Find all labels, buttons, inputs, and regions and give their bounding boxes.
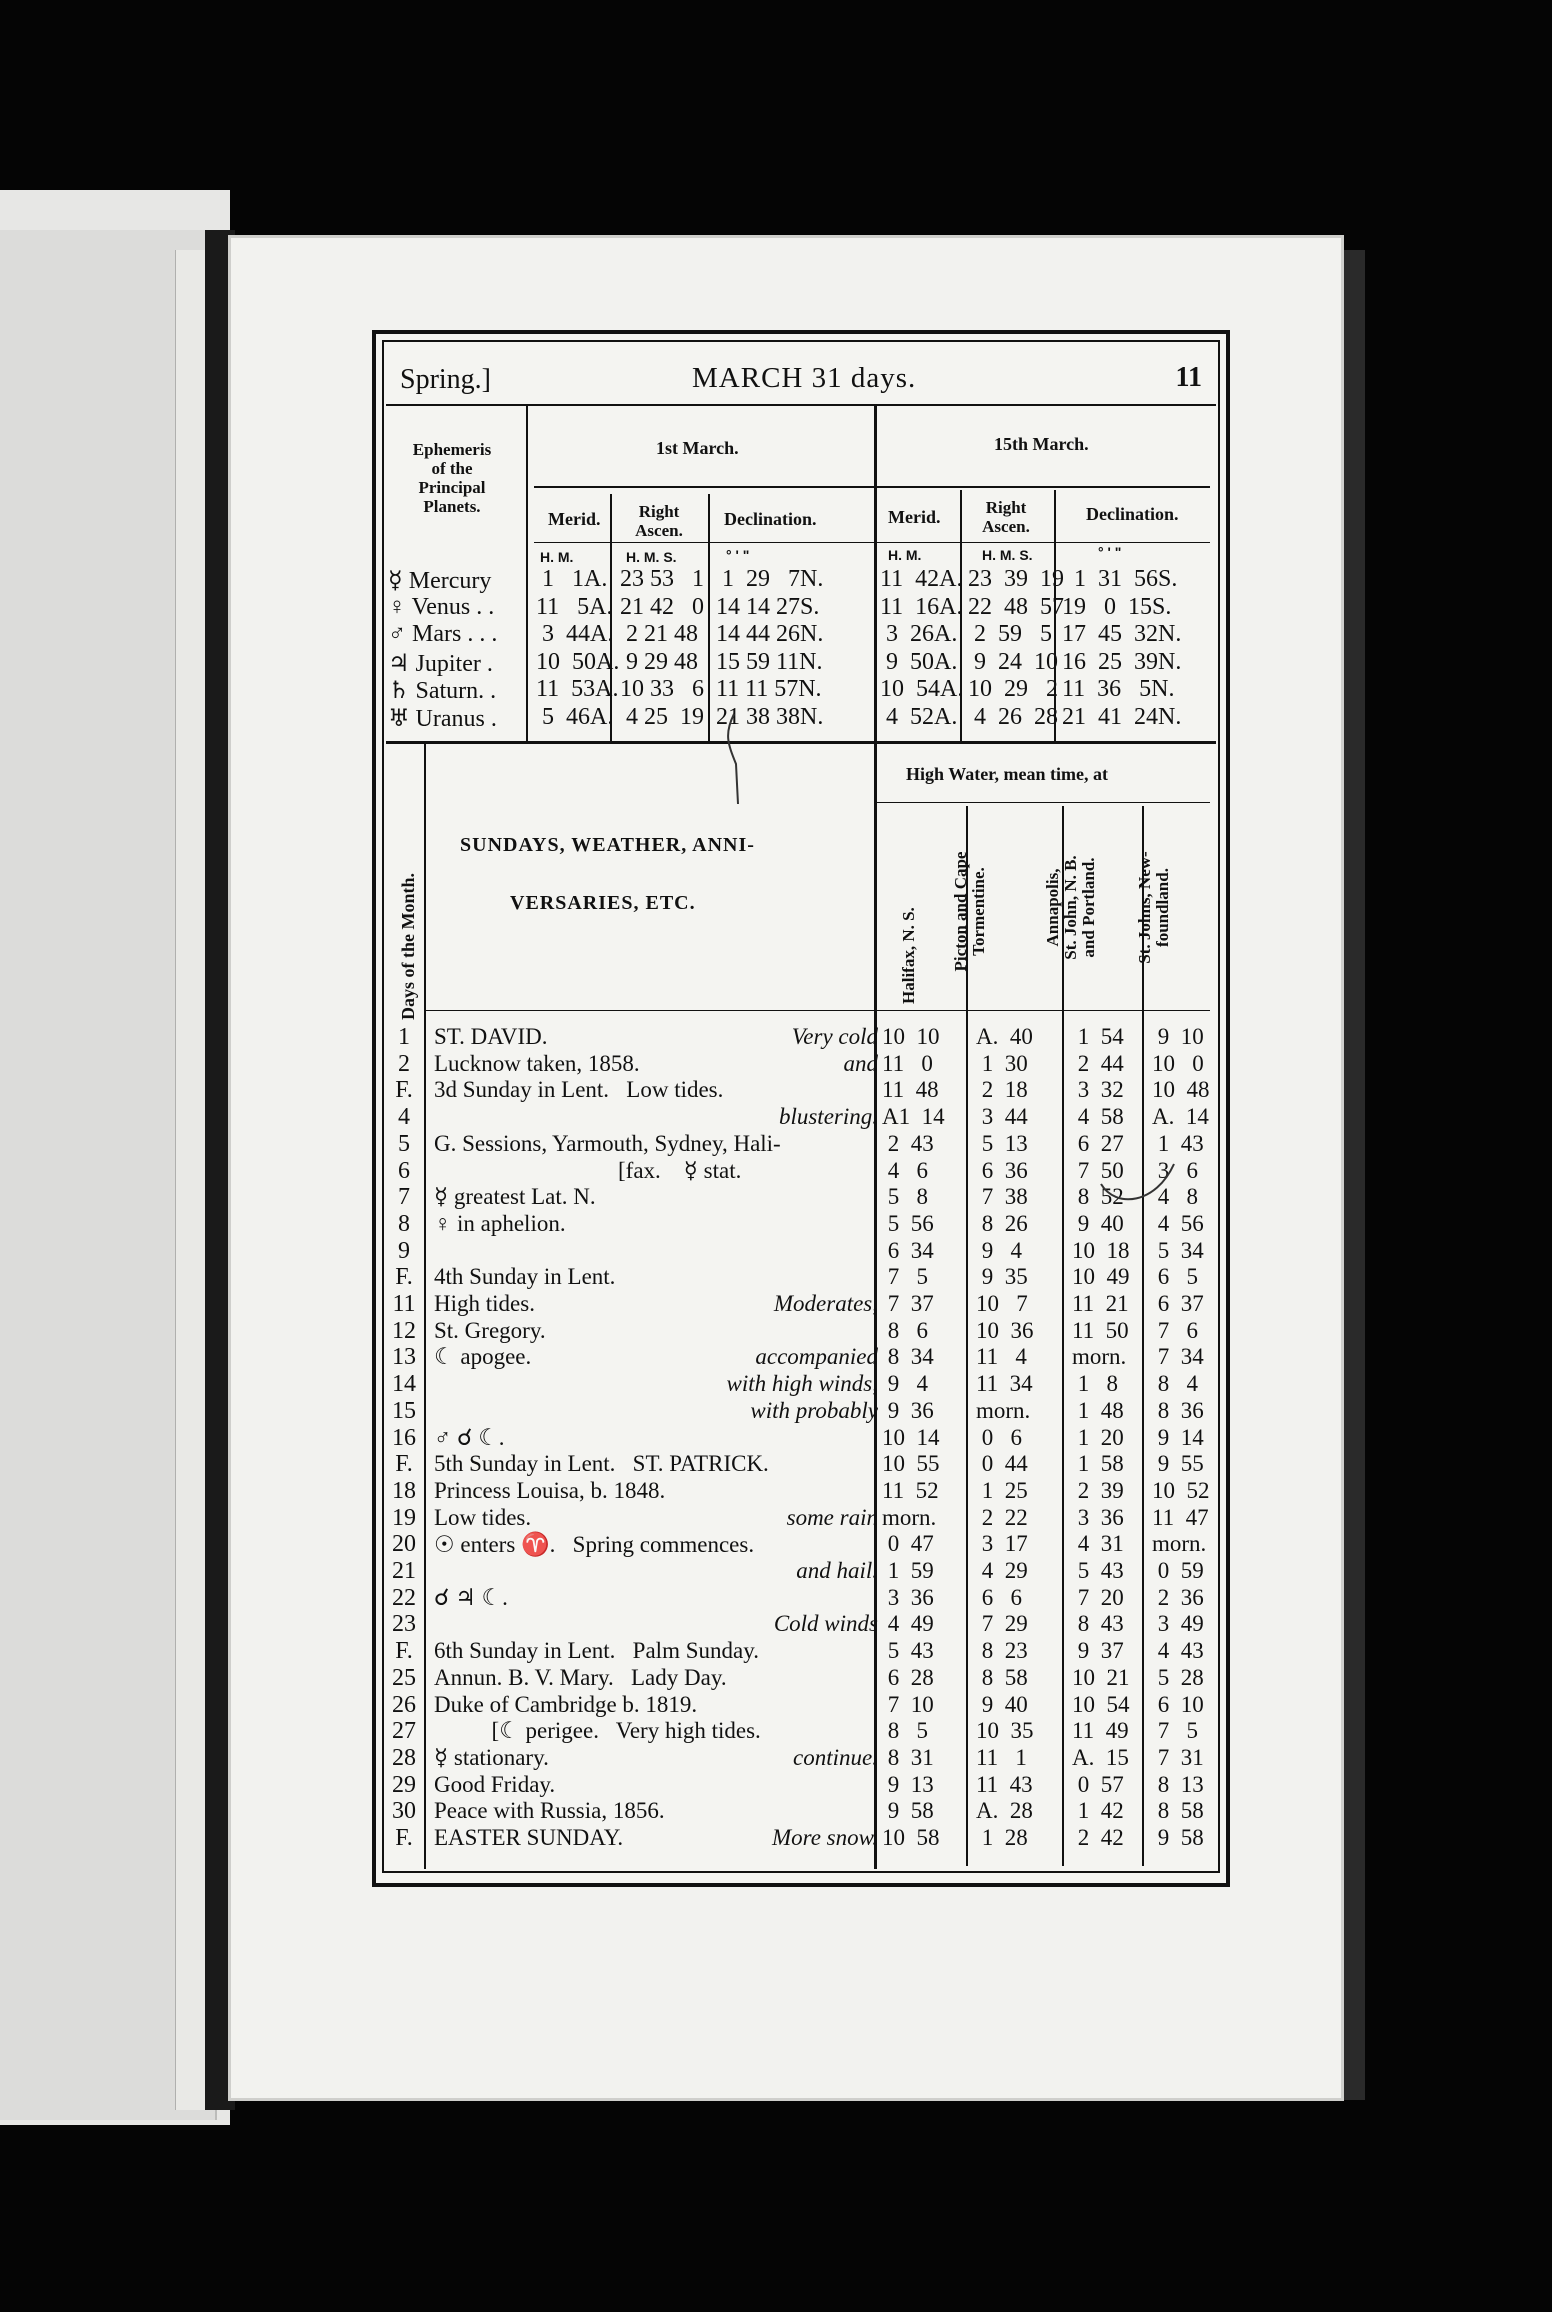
high-water-time: 7 6 <box>1152 1317 1198 1343</box>
high-water-time: 6 28 <box>882 1664 934 1690</box>
event-text: Peace with Russia, 1856. <box>434 1798 665 1824</box>
high-water-time: 6 34 <box>882 1237 934 1263</box>
day-number: 21 <box>392 1558 416 1584</box>
high-water-time: 4 56 <box>1152 1210 1204 1236</box>
high-water-time: 2 44 <box>1072 1050 1124 1076</box>
day-number: 26 <box>392 1691 416 1718</box>
day-number: 12 <box>392 1317 416 1344</box>
high-water-time: A. 28 <box>976 1798 1033 1824</box>
event-text: ☿ stationary. <box>434 1744 549 1770</box>
event-text: G. Sessions, Yarmouth, Sydney, Hali- <box>434 1130 781 1156</box>
high-water-time: 8 13 <box>1152 1771 1204 1797</box>
event-text: ☌ ♃ ☾. <box>434 1584 508 1610</box>
subheader-underline <box>534 542 1210 543</box>
high-water-time: 1 58 <box>1072 1451 1124 1477</box>
decl-header-1: Declination. <box>724 509 817 529</box>
event-text: ☿ greatest Lat. N. <box>434 1184 596 1210</box>
planet-planet: ♃ Jupiter . <box>388 650 493 677</box>
page-number: 11 <box>1175 362 1202 393</box>
ra-header-line: Ascen. <box>635 521 683 540</box>
high-water-time: 7 5 <box>882 1264 928 1290</box>
high-water-time: 9 13 <box>882 1771 934 1797</box>
high-water-time: A. 14 <box>1152 1104 1209 1130</box>
planet-d1: 15 59 11N. <box>716 648 823 675</box>
event-text: Lucknow taken, 1858. <box>434 1050 640 1076</box>
high-water-time: 8 34 <box>882 1344 934 1370</box>
high-water-time: 9 4 <box>882 1371 928 1397</box>
almanac-table <box>372 330 1230 1887</box>
planet-ra2: 4 26 28 <box>968 703 1058 730</box>
day-number: F. <box>395 1638 413 1665</box>
port-label-line: St. Johns, New- <box>1135 851 1154 964</box>
port-label <box>1044 805 1098 1010</box>
high-water-time: 3 49 <box>1152 1611 1204 1637</box>
high-water-time: A. 40 <box>976 1024 1033 1049</box>
planet-ra2: 2 59 5 <box>968 621 1052 647</box>
planet-ra2: 10 29 2 <box>968 676 1058 702</box>
planet-planet: ♂ Mars . . . <box>388 621 498 647</box>
day-number: 11 <box>392 1291 416 1317</box>
high-water-time: 6 37 <box>1152 1291 1204 1316</box>
high-water-time: morn. <box>1072 1344 1127 1370</box>
day-number: 14 <box>392 1371 416 1398</box>
season-label: Spring.] <box>400 364 491 395</box>
high-water-time: 9 55 <box>1152 1451 1204 1477</box>
days-of-month-header: Days of the Month. <box>398 873 418 1020</box>
pencil-mark <box>706 704 766 814</box>
port-label-line: Annapolis, <box>1043 868 1062 947</box>
port-label <box>952 809 988 1014</box>
units-merid-1: H. M. <box>540 549 574 565</box>
high-water-time: 7 31 <box>1152 1744 1204 1770</box>
high-water-time: 7 50 <box>1072 1157 1124 1183</box>
units-ra-1: H. M. S. <box>626 549 677 565</box>
high-water-time: 3 36 <box>882 1584 934 1610</box>
planet-m2: 4 52A. <box>880 703 958 730</box>
high-water-time: 11 49 <box>1072 1718 1129 1744</box>
high-water-time: 1 42 <box>1072 1798 1124 1824</box>
high-water-time: 6 10 <box>1152 1691 1204 1717</box>
planet-d2: 11 36 5N. <box>1062 676 1175 702</box>
high-water-time: 3 36 <box>1072 1504 1124 1530</box>
high-water-time: 2 36 <box>1152 1584 1204 1610</box>
day-number: 7 <box>398 1184 410 1211</box>
high-water-time: 3 44 <box>976 1104 1028 1130</box>
high-water-time: 10 52 <box>1152 1477 1210 1503</box>
ra-header-1 <box>616 502 702 540</box>
pencil-mark <box>1096 1144 1186 1214</box>
ephemeris-label <box>394 440 510 516</box>
ephemeris-label-line: of the <box>431 459 473 478</box>
high-water-time: 7 20 <box>1072 1584 1124 1610</box>
planet-m2: 11 16A. <box>880 593 963 620</box>
planet-d2: 1 31 56S. <box>1062 566 1178 592</box>
high-water-time: 7 5 <box>1152 1718 1198 1744</box>
weather-text: with probably <box>750 1397 878 1423</box>
day-number: 29 <box>392 1771 416 1798</box>
weather-text: and <box>843 1050 878 1076</box>
merid-header-1: Merid. <box>548 509 601 529</box>
weather-text: some rain <box>786 1504 878 1530</box>
high-water-time: 11 50 <box>1072 1317 1129 1343</box>
high-water-time: 9 10 <box>1152 1024 1204 1049</box>
high-water-time: 8 4 <box>1152 1371 1198 1397</box>
hw-col-rule <box>1142 806 1144 1866</box>
day-number: 30 <box>392 1798 416 1825</box>
high-water-time: 1 28 <box>976 1825 1028 1850</box>
high-water-time: 3 6 <box>1152 1157 1198 1183</box>
high-water-time: 9 36 <box>882 1397 934 1423</box>
high-water-time: morn. <box>882 1504 937 1530</box>
planet-d1: 11 11 57N. <box>716 676 822 702</box>
event-text: ☾ apogee. <box>434 1344 532 1370</box>
high-water-time: 2 18 <box>976 1077 1028 1103</box>
high-water-time: 8 43 <box>1072 1611 1124 1637</box>
weather-text: Cold winds <box>773 1611 878 1637</box>
day-number: 20 <box>392 1531 416 1558</box>
high-water-time: 11 21 <box>1072 1291 1129 1316</box>
event-text: High tides. <box>434 1291 535 1316</box>
date-1st-march: 1st March. <box>656 438 739 458</box>
high-water-time: 5 43 <box>882 1638 934 1664</box>
port-annapolis <box>1044 805 1098 1010</box>
previous-pages <box>0 190 230 2125</box>
weather-text: continue. <box>793 1744 878 1770</box>
units-ra-2: H. M. S. <box>982 547 1033 563</box>
event-text: Duke of Cambridge b. 1819. <box>434 1691 698 1717</box>
planet-planet: ♅ Uranus . <box>388 705 497 732</box>
day-number: 1 <box>398 1024 410 1050</box>
day-number: F. <box>395 1451 413 1478</box>
event-text: [☾ perigee. Very high tides. <box>434 1718 761 1744</box>
decl-header-2: Declination. <box>1086 504 1179 524</box>
planet-planet: ☿ Mercury <box>388 568 492 594</box>
high-water-time: 1 25 <box>976 1477 1028 1503</box>
high-water-time: 5 28 <box>1152 1664 1204 1690</box>
high-water-time: 1 30 <box>976 1050 1028 1076</box>
day-number: 15 <box>392 1397 416 1424</box>
port-label-line: Picton and Cape <box>951 851 970 972</box>
planet-planet: ♀ Venus . . <box>388 593 495 620</box>
event-text: ☉ enters ♈. Spring commences. <box>434 1532 755 1558</box>
date-15th-march: 15th March. <box>994 434 1089 454</box>
port-label-line: foundland. <box>1153 868 1172 947</box>
page-stack-edge-inner <box>175 250 207 2110</box>
day-number: 8 <box>398 1210 410 1237</box>
month-title: MARCH 31 days. <box>692 362 917 394</box>
high-water-time: 5 13 <box>976 1130 1028 1156</box>
high-water-time: 0 59 <box>1152 1558 1204 1583</box>
high-water-time: 5 34 <box>1152 1237 1204 1263</box>
planet-ra1: 9 29 48 <box>620 648 698 675</box>
ephemeris-label-line: Ephemeris <box>412 440 492 459</box>
high-water-time: 0 44 <box>976 1451 1028 1477</box>
day-number: 27 <box>392 1718 416 1745</box>
high-water-time: 2 42 <box>1072 1825 1124 1850</box>
high-water-time: 10 18 <box>1072 1237 1130 1263</box>
planet-ra2: 23 39 19 <box>968 566 1064 592</box>
planet-d2: 21 41 24N. <box>1062 703 1182 730</box>
weather-text: and hail. <box>796 1558 878 1583</box>
planet-ra1: 4 25 19 <box>620 703 704 730</box>
event-text: 5th Sunday in Lent. ST. PATRICK. <box>434 1451 769 1477</box>
high-water-time: 1 48 <box>1072 1397 1124 1423</box>
high-water-time: 2 39 <box>1072 1477 1124 1503</box>
high-water-time: 11 0 <box>882 1050 933 1076</box>
day-number: 22 <box>392 1584 416 1611</box>
high-water-time: 0 57 <box>1072 1771 1124 1797</box>
planet-m2: 10 54A. <box>880 676 964 702</box>
high-water-time: 4 49 <box>882 1611 934 1637</box>
ephemeris-label-line: Planets. <box>423 497 481 516</box>
ra-header-2 <box>961 498 1051 536</box>
high-water-time: 8 36 <box>1152 1397 1204 1423</box>
planet-d1: 1 29 7N. <box>716 566 824 592</box>
high-water-time: 6 5 <box>1152 1264 1198 1290</box>
high-water-time: 5 43 <box>1072 1558 1124 1583</box>
hw-col-rule <box>1062 806 1064 1866</box>
port-label-line: St. John, N. B. <box>1061 855 1080 960</box>
ra-header-line: Ascen. <box>982 517 1030 536</box>
high-water-time: 10 10 <box>882 1024 940 1049</box>
day-number: 23 <box>392 1611 416 1638</box>
event-text: [fax. ☿ stat. <box>434 1157 742 1183</box>
high-water-time: 9 40 <box>1072 1210 1124 1236</box>
planet-m1: 5 46A. <box>536 703 614 730</box>
high-water-time: A1 14 <box>882 1104 945 1130</box>
high-water-time: 4 43 <box>1152 1638 1204 1664</box>
planet-ra2: 22 48 57 <box>968 593 1064 620</box>
high-water-time: 10 0 <box>1152 1050 1204 1076</box>
date-underline <box>534 486 1210 488</box>
planet-m1: 11 5A. <box>536 593 613 620</box>
weather-text: blustering. <box>778 1104 878 1130</box>
high-water-time: 8 31 <box>882 1744 934 1770</box>
high-water-time: 5 56 <box>882 1210 934 1236</box>
header-rule <box>386 404 1216 406</box>
planet-d2: 19 0 15S. <box>1062 593 1172 620</box>
high-water-time: 0 47 <box>882 1531 934 1557</box>
high-water-time: 9 14 <box>1152 1424 1204 1450</box>
planet-d2: 16 25 39N. <box>1062 648 1182 675</box>
ra-header-line: Right <box>985 498 1027 517</box>
high-water-time: 8 26 <box>976 1210 1028 1236</box>
high-water-time: 6 27 <box>1072 1130 1124 1156</box>
high-water-time: 9 40 <box>976 1691 1028 1717</box>
event-text: ♀ in aphelion. <box>434 1210 566 1236</box>
planet-m1: 10 50A. <box>536 648 620 675</box>
high-water-time: 0 6 <box>976 1424 1022 1450</box>
event-text: St. Gregory. <box>434 1317 546 1343</box>
high-water-time: 4 31 <box>1072 1531 1124 1557</box>
high-water-time: 8 23 <box>976 1638 1028 1664</box>
caption-line-1: SUNDAYS, WEATHER, ANNI- <box>460 834 755 856</box>
high-water-time: 10 49 <box>1072 1264 1130 1290</box>
high-water-time: 3 32 <box>1072 1077 1124 1103</box>
hw-col-rule <box>966 806 968 1866</box>
high-water-time: 2 43 <box>882 1130 934 1156</box>
high-water-time: 7 29 <box>976 1611 1028 1637</box>
day-number: 9 <box>398 1237 410 1264</box>
ephemeris-bottom-rule <box>386 741 1216 744</box>
planet-ra1: 23 53 1 <box>620 566 704 592</box>
high-water-time: 1 43 <box>1152 1130 1204 1156</box>
weather-text: accompanied <box>755 1344 878 1370</box>
page-header <box>392 360 1202 400</box>
high-water-time: 9 35 <box>976 1264 1028 1290</box>
high-water-time: 10 54 <box>1072 1691 1130 1717</box>
high-water-time: morn. <box>976 1397 1031 1423</box>
day-number: 19 <box>392 1504 416 1531</box>
units-decl-2: ° ' " <box>1098 544 1122 560</box>
high-water-time: 10 55 <box>882 1451 940 1477</box>
high-water-time: 10 35 <box>976 1718 1034 1744</box>
day-number: 13 <box>392 1344 416 1371</box>
ephemeris-label-divider <box>526 406 528 741</box>
high-water-time: 11 4 <box>976 1344 1027 1370</box>
high-water-time: 11 43 <box>976 1771 1033 1797</box>
units-decl-1: ° ' " <box>726 547 750 563</box>
event-text: Low tides. <box>434 1504 532 1530</box>
day-number: F. <box>395 1825 413 1851</box>
high-water-time: 9 58 <box>1152 1825 1204 1850</box>
hw-header-underline <box>876 802 1210 803</box>
day-number: F. <box>395 1264 413 1291</box>
high-water-time: 11 52 <box>882 1477 939 1503</box>
day-number: 16 <box>392 1424 416 1451</box>
high-water-time: 1 8 <box>1072 1371 1118 1397</box>
high-water-time: 4 6 <box>882 1157 928 1183</box>
high-water-time: 9 58 <box>882 1798 934 1824</box>
high-water-time: 10 21 <box>1072 1664 1130 1690</box>
high-water-time: 8 52 <box>1072 1184 1124 1210</box>
planet-m2: 3 26A. <box>880 621 958 647</box>
high-water-time: 10 36 <box>976 1317 1034 1343</box>
weather-text: Moderates, <box>773 1291 878 1316</box>
high-water-time: 6 6 <box>976 1584 1022 1610</box>
high-water-time: 8 58 <box>976 1664 1028 1690</box>
planet-ra1: 21 42 0 <box>620 593 704 620</box>
port-halifax <box>900 907 918 1004</box>
day-number: F. <box>395 1077 413 1104</box>
planet-m1: 11 53A. <box>536 676 619 702</box>
units-merid-2: H. M. <box>888 547 922 563</box>
event-text: ♂ ☌ ☾. <box>434 1424 505 1450</box>
high-water-time: 1 54 <box>1072 1024 1124 1049</box>
planet-m1: 1 1A. <box>536 566 608 592</box>
planet-d1: 21 38 38N. <box>716 703 824 730</box>
event-text: 4th Sunday in Lent. <box>434 1264 616 1290</box>
caption-line-2: VERSARIES, ETC. <box>510 892 696 914</box>
high-water-time: 4 29 <box>976 1558 1028 1583</box>
high-water-time: 9 4 <box>976 1237 1022 1263</box>
event-text: 6th Sunday in Lent. Palm Sunday. <box>434 1638 759 1664</box>
high-water-time: 10 58 <box>882 1825 940 1850</box>
calendar-header-rule <box>424 1010 1210 1011</box>
high-water-time: 4 58 <box>1072 1104 1124 1130</box>
event-text: EASTER SUNDAY. <box>434 1825 624 1850</box>
high-water-time: 8 58 <box>1152 1798 1204 1824</box>
day-number: 6 <box>398 1157 410 1184</box>
high-water-time: 6 36 <box>976 1157 1028 1183</box>
high-water-time: 4 8 <box>1152 1184 1198 1210</box>
planet-ra1: 10 33 6 <box>620 676 704 702</box>
high-water-time: 10 7 <box>976 1291 1028 1316</box>
day-number: 25 <box>392 1664 416 1691</box>
high-water-time: 1 59 <box>882 1558 934 1583</box>
event-text: Princess Louisa, b. 1848. <box>434 1477 666 1503</box>
high-water-time: 5 8 <box>882 1184 928 1210</box>
port-picton <box>952 809 988 1014</box>
high-water-time: 3 17 <box>976 1531 1028 1557</box>
planet-d1: 14 44 26N. <box>716 621 824 647</box>
day-number: 18 <box>392 1477 416 1504</box>
event-text: 3d Sunday in Lent. Low tides. <box>434 1077 724 1103</box>
high-water-time: 10 14 <box>882 1424 940 1450</box>
high-water-time: 11 1 <box>976 1744 1027 1770</box>
ephemeris-label-line: Principal <box>418 478 486 497</box>
planet-d1: 14 14 27S. <box>716 593 820 620</box>
planet-ra1: 2 21 48 <box>620 621 698 647</box>
planet-m2: 9 50A. <box>880 648 958 675</box>
high-water-time: 7 38 <box>976 1184 1028 1210</box>
day-number: 2 <box>398 1050 410 1077</box>
high-water-header: High Water, mean time, at <box>906 764 1108 784</box>
days-column-rule <box>424 744 426 1869</box>
weather-text: with high winds, <box>726 1371 878 1397</box>
weather-text: More snow. <box>771 1825 878 1850</box>
high-water-time: 7 10 <box>882 1691 934 1717</box>
high-water-time: 9 37 <box>1072 1638 1124 1664</box>
ra-header-line: Right <box>638 502 680 521</box>
high-water-time: A. 15 <box>1072 1744 1129 1770</box>
planet-planet: ♄ Saturn. . <box>388 678 497 704</box>
high-water-time: 10 48 <box>1152 1077 1210 1103</box>
day-number: 28 <box>392 1744 416 1771</box>
event-text: Good Friday. <box>434 1771 556 1797</box>
high-water-time: 2 22 <box>976 1504 1028 1530</box>
high-water-time: morn. <box>1152 1531 1207 1557</box>
day-number: 5 <box>398 1130 410 1157</box>
high-water-time: 11 48 <box>882 1077 939 1103</box>
weather-text: Very cold <box>791 1024 878 1049</box>
event-text: ST. DAVID. <box>434 1024 548 1049</box>
high-water-time: 8 6 <box>882 1317 928 1343</box>
port-label-line: and Portland. <box>1079 857 1098 958</box>
port-label-line: Tormentine. <box>969 867 988 956</box>
day-number: 4 <box>398 1104 410 1131</box>
high-water-time: 8 5 <box>882 1718 928 1744</box>
high-water-time: 11 47 <box>1152 1504 1209 1530</box>
high-water-time: 1 20 <box>1072 1424 1124 1450</box>
planet-d2: 17 45 32N. <box>1062 621 1182 647</box>
high-water-time: 7 37 <box>882 1291 934 1316</box>
merid-header-2: Merid. <box>888 507 941 527</box>
planet-ra2: 9 24 10 <box>968 648 1058 675</box>
event-text: Annun. B. V. Mary. Lady Day. <box>434 1664 727 1690</box>
port-label: Halifax, N. S. <box>899 907 918 1004</box>
planet-m2: 11 42A. <box>880 566 963 592</box>
high-water-time: 7 34 <box>1152 1344 1204 1370</box>
high-water-time: 11 34 <box>976 1371 1033 1397</box>
date-divider <box>874 406 877 741</box>
planet-m1: 3 44A. <box>536 621 614 647</box>
